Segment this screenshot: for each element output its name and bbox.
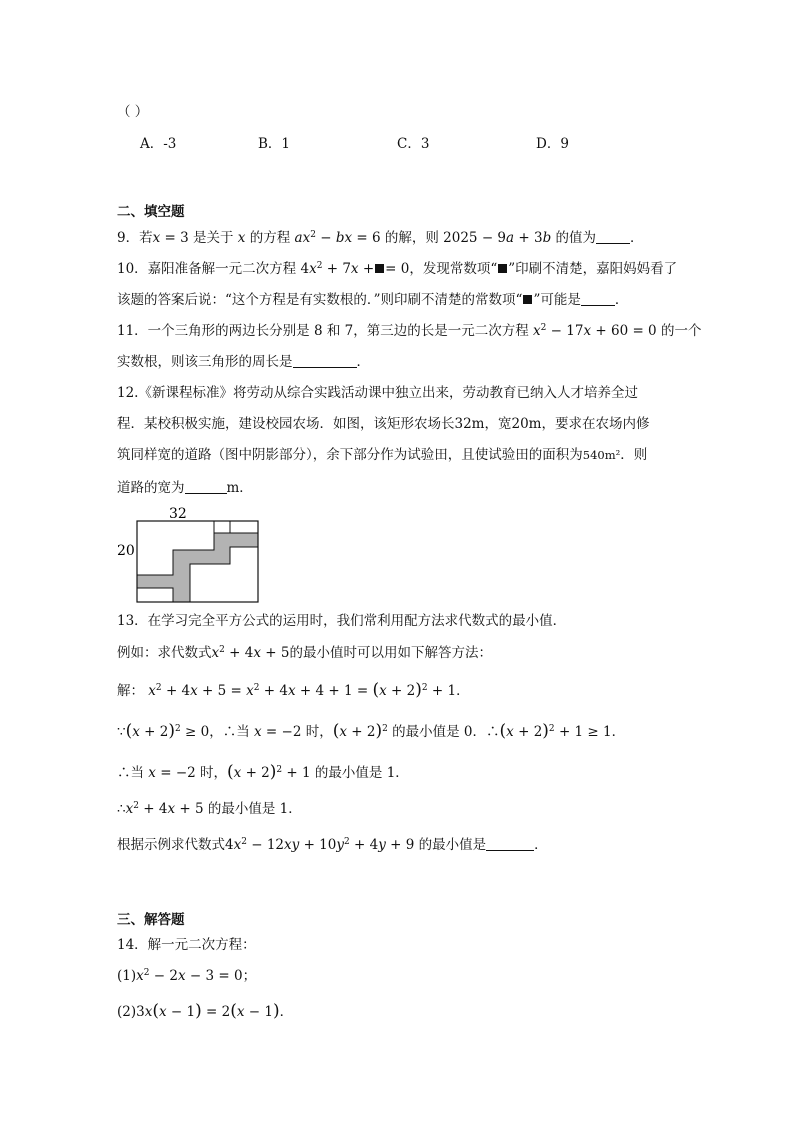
farm-road-diagram xyxy=(117,505,267,605)
question-13-line-4: ∵(x + 2)$^2$ ≥ 0，∴当 x = −2 时，$(x + 2)^2$ 的最小值是 0．∴(x + 2)$^2$ + 1 ≥ 1． xyxy=(117,721,626,741)
question-12-line-1: 12.《新课程标准》将劳动从综合实践活动课中独立出来，劳动教育已纳入人才培养全过 xyxy=(117,385,638,401)
question-14-part-1: $(1)x^2 - 2x - 3 = 0$； xyxy=(117,968,257,984)
question-13-line-2: 例如：求代数式$x^2 + 4x + 5$的最小值时可以用如下解答方法： xyxy=(117,645,492,661)
answer-blank[interactable] xyxy=(293,354,357,368)
question-11-line-2: 实数根，则该三角形的周长是 ． xyxy=(117,354,370,370)
question-13-line-5: ∴当 x = −2 时，$(x + 2)^2 + 1$ 的最小值是 1． xyxy=(117,762,409,782)
section-heading-solve: 三、解答题 xyxy=(117,912,185,928)
q8-option-c: C．3 xyxy=(397,136,430,152)
question-9: 9．若x = 3 是关于 x 的方程 $ax^2$ − bx = 6 的解，则 2025 − 9a + 3b 的值为 ． xyxy=(117,230,644,246)
q8-option-a: A．-3 xyxy=(140,136,177,152)
question-14-title: 14．解一元二次方程： xyxy=(117,937,256,953)
answer-blank[interactable] xyxy=(596,230,630,244)
q8-option-d: D．9 xyxy=(536,136,569,152)
question-13-line-3: 解： $x^2 + 4x + 5 = x^2 + 4x + 4 + 1 = (x + 2)^2 + 1$． xyxy=(117,680,470,700)
question-14-part-2: (2)3x(x − 1) = 2(x − 1)． xyxy=(117,1001,294,1021)
width-label: 20 xyxy=(117,543,135,559)
section-heading-fill-in: 二、填空题 xyxy=(117,204,185,220)
answer-blank[interactable] xyxy=(581,292,615,306)
q8-answer-paren: （ ） xyxy=(117,104,149,120)
question-10-line-1: 10．嘉阳准备解一元二次方程 $4x^2 + 7x$ + = 0，发现常数项“ ”印刷不清楚，嘉阳妈妈看了 xyxy=(117,261,678,277)
question-13-line-1: 13．在学习完全平方公式的运用时，我们常利用配方法求代数式的最小值． xyxy=(117,613,567,629)
answer-blank[interactable] xyxy=(486,837,534,851)
length-label: 32 xyxy=(169,506,187,522)
question-12-line-3: 筑同样宽的道路（图中阴影部分），余下部分作为试验田，且使试验田的面积为540m²．则 xyxy=(117,447,648,463)
question-13-line-6: $\therefore x^2 + 4x + 5$ 的最小值是 1． xyxy=(117,801,302,817)
square-placeholder-icon xyxy=(523,295,532,304)
question-12-line-4: 道路的宽为 m． xyxy=(117,480,253,496)
question-10-line-2: 该题的答案后说：“这个方程是有实数根的．”则印刷不清楚的常数项“ ”可能是 ． xyxy=(117,292,629,308)
square-placeholder-icon xyxy=(498,264,507,273)
question-11-line-1: 11．一个三角形的两边长分别是 8 和 7，第三边的长是一元二次方程 $x^2 - 17x + 60 = 0$ 的一个 xyxy=(117,323,702,339)
answer-blank[interactable] xyxy=(185,480,227,494)
q8-option-b: B．1 xyxy=(258,136,291,152)
road-shaded-path xyxy=(137,533,258,602)
question-12-line-2: 程．某校积极实施，建设校园农场．如图，该矩形农场长32m，宽20m，要求在农场内修 xyxy=(117,416,650,432)
square-placeholder-icon xyxy=(375,264,384,273)
question-13-line-7: 根据示例求代数式$4x^2 - 12xy + 10y^2 + 4y + 9$ 的最小值是 ． xyxy=(117,837,548,853)
